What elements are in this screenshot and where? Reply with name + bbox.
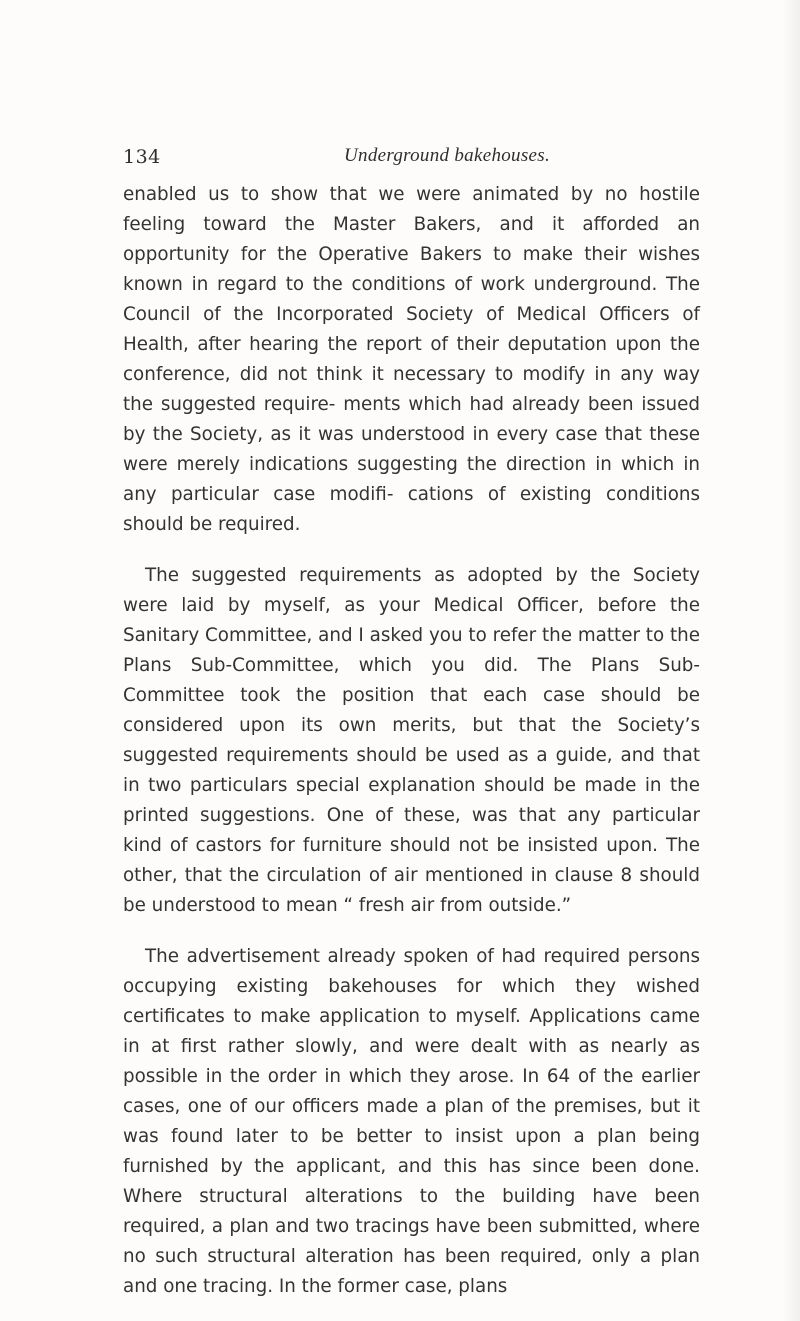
body-text: [123, 180, 700, 1302]
paragraph-2: The suggested requirements as adopted by the Society were laid by myself, as your Medical Officer, before the Sanitary Committee, and I asked you to refer the matter to the Plans Sub-Committee, which you did. The Plans Sub-Committee took the position that each case should be considered upon its own merits, but that the Society’s suggested requirements should be used as a guide, and that in two particulars special explanation should be made in the printed suggestions. One of these, was that any particular kind of castors for furniture should not be insisted upon. The other, that the circulation of air mentioned in clause 8 should be understood to mean “ fresh air from outside.”: [123, 565, 700, 916]
paragraph-1: enabled us to show that we were animated by no hostile feeling toward the Master Bakers, and it afforded an opportunity for the Operative Bakers to make their wishes known in regard to the conditions of work underground. The Council of the Incorporated Society of Medical Officers of Health, after hearing the report of their deputation upon the conference, did not think it necessary to modify in any way the suggested require- ments which had already been issued by the Society, as it was understood in every case that these were merely indications suggesting the direction in which in any particular case modifi- cations of existing conditions should be required.: [123, 184, 700, 535]
page-edge-shadow: [782, 0, 800, 1321]
paragraph-3: The advertisement already spoken of had required persons occupying existing bakehouses for which they wished certificates to make application to myself. Applications came in at first rather slowly, and were dealt with as nearly as possible in the order in which they arose. In 64 of the earlier cases, one of our officers made a plan of the premises, but it was found later to be better to insist upon a plan being furnished by the applicant, and this has since been done. Where structural alterations to the building have been required, a plan and two tracings have been submitted, where no such structural alteration has been required, only a plan and one tracing. In the former case, plans: [123, 946, 700, 1297]
page-number: 134: [123, 146, 161, 168]
running-header: [0, 146, 800, 172]
running-title: Underground bakehouses.: [344, 145, 551, 166]
